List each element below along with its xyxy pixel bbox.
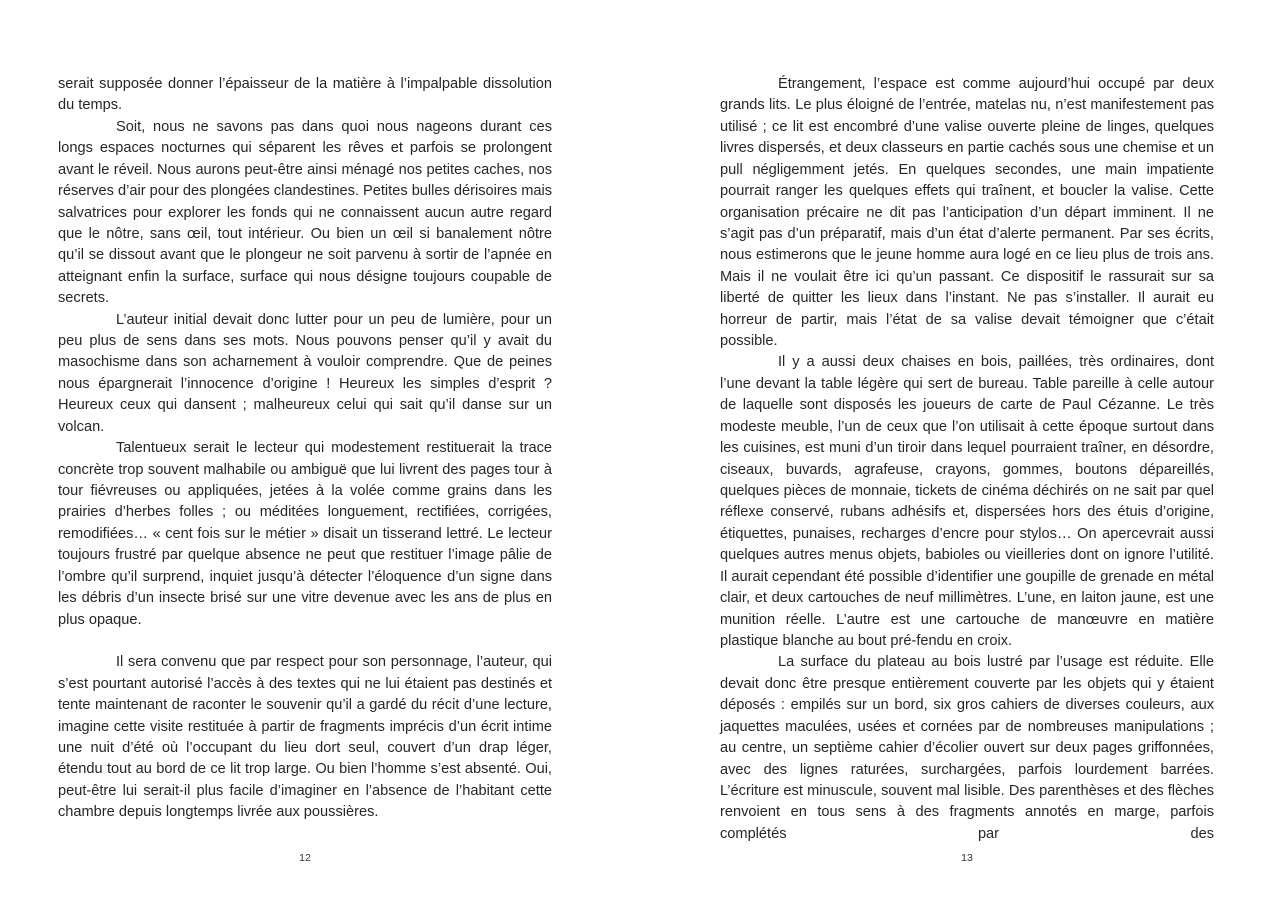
paragraph: Étrangement, l’espace est comme aujourd’hui occupé par deux grands lits. Le plus éloigné de l’entrée, matelas nu, n’est manifestement pas utilisé ; ce lit est encombré d’une valise ouverte pleine de linges, quelques livres dispersés, et deux classeurs en partie cachés sous une chemise et un pull négligemment jetés. En quelques secondes, une main impatiente pourrait ranger les quelques effets qui traînent, et boucler la valise. Cette organisation précaire ne dit pas l’anticipation d’un départ imminent. Il ne s’agit pas d’un préparatif, mais d’un état d’alerte permanent. Par ses écrits, nous estimerons que le jeune homme aura logé en ce lieu plus de trois ans. Mais il ne voulait être ici qu’un passant. Ce dispositif le rassurait sur sa liberté de quitter les lieux dans l’instant. Ne pas s’installer. Il aurait eu horreur de partir, mais l’état de sa valise devait témoigner que c’était possible. [720, 76, 1214, 350]
page-number-right: 13 [961, 852, 973, 864]
paragraph: L’auteur initial devait donc lutter pour un peu de lumière, pour un peu plus de sens dans ses mots. Nous pouvons penser qu’il y avait du masochisme dans son acharnement à vouloir comprendre. Que de peines nous épargnerait l’innocence d’origine ! Heureux les simples d’esprit ? Heureux ceux qui dansent ; malheureux celui qui sait qu’il danse sur un volcan. [58, 311, 552, 435]
paragraph: Il sera convenu que par respect pour son personnage, l’auteur, qui s’est pourtant autorisé l’accès à des textes qui ne lui étaient pas destinés et tente maintenant de raconter le souvenir qu’il a gardé du récit d’une lecture, imagine cette visite restituée à partir de fragments imprécis d’un écrit intime une nuit d’été où l’occupant du lieu dort seul, couvert d’un drap léger, étendu tout au bord de ce lit trop large. Ou bien l’homme s’est absenté. Oui, peut-être lui serait-il plus facile d’imaginer en l’absence de l’habitant cette chambre depuis longtemps livrée aux poussières. [58, 654, 552, 821]
right-page-body [720, 74, 1214, 845]
page-number-left: 12 [299, 852, 311, 864]
paragraph: serait supposée donner l’épaisseur de la matière à l’impalpable dissolution du temps. [58, 76, 552, 114]
paragraph: Soit, nous ne savons pas dans quoi nous nageons durant ces longs espaces nocturnes qui séparent les rêves et parfois se prolongent avant le réveil. Nous aurons peut-être ainsi ménagé nos petites caches, nos réserves d’air pour des plongées clandestines. Petites bulles dérisoires mais salvatrices pour explorer les fonds qui ne connaissent aucun autre regard que le nôtre, sans œil, tout intérieur. Ou bien un œil si banalement nôtre qu’il se dissout avant que le plongeur ne soit parvenu à sortir de l’apnée en atteignant enfin la surface, surface qui nous désigne toujours coupable de secrets. [58, 118, 553, 307]
paragraph: Il y a aussi deux chaises en bois, paillées, très ordinaires, dont l’une devant la table légère qui sert de bureau. Table pareille à celle autour de laquelle sont disposés les joueurs de carte de Paul Cézanne. Le très modeste meuble, l’un de ceux que l’on utilisait à cette époque surtout dans les cuisines, est muni d’un tiroir dans lequel pourraient traîner, en désordre, ciseaux, buvards, agrafeuse, crayons, gommes, boutons dépareillés, quelques pièces de monnaie, tickets de cinéma déchirés on ne sait par quel réflexe conservé, rubans adhésifs et, dispersées hors des étuis d’origine, étiquettes, punaises, recharges d’encre pour stylos… On apercevrait aussi quelques autres menus objets, babioles ou vieilleries dont on ignore l’utilité. Il aurait cependant été possible d’identifier une goupille de grenade en métal clair, et deux cartouches de neuf millimètres. L’une, en laiton jaune, est une munition réelle. L’autre est une cartouche de manœuvre en matière plastique blanche au bout pré-fendu en croix. [720, 354, 1214, 649]
paragraph: Talentueux serait le lecteur qui modestement restituerait la trace concrète trop souvent malhabile ou ambiguë que lui livrent des pages tour à tour fiévreuses ou appliquées, jetées à la volée comme grains dans les prairies d’herbes folles ; ou méditées longuement, rectifiées, corrigées, remodifiées… « cent fois sur le métier » disait un tisserand lettré. Le lecteur toujours frustré par quelque absence ne peut que restituer l’image pâlie de l’ombre qu’il surprend, inquiet jusqu’à détecter l’éloquence d’un signe dans les débris d’un insecte brisé sur une vitre devenue avec les ans de plus en plus opaque. [58, 440, 552, 628]
paragraph: La surface du plateau au bois lustré par l’usage est réduite. Elle devait donc être presque entièrement couverte par les objets qui y étaient déposés : empilés sur un bord, six gros cahiers de diverses couleurs, aux jaquettes maculées, usées et cornées par de nombreuses manipulations ; au centre, un septième cahier d’écolier ouvert sur deux pages griffonnées, avec des lignes raturées, surchargées, parfois lourdement barrées. L’écriture est minuscule, souvent mal lisible. Des parenthèses et des flèches renvoient en tous sens à des fragments annotés en marge, parfois complétés par des [720, 654, 1214, 842]
left-page-body [58, 74, 552, 824]
